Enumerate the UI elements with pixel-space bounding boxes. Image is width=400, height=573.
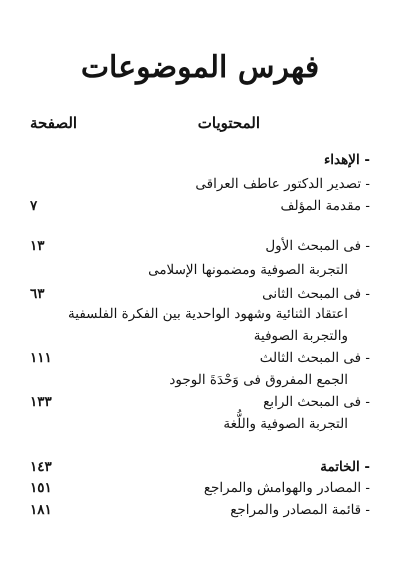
toc-entry-page-number: ١١١: [30, 350, 52, 366]
toc-entry-title: - الخاتمة: [320, 459, 370, 475]
toc-entry-title: - فى المبحث الأول: [265, 238, 370, 254]
toc-entry: [30, 391, 370, 413]
toc-entry-title: - فى المبحث الرابع: [263, 394, 370, 410]
page-title: فهرس الموضوعات: [80, 50, 320, 85]
toc-entry: [30, 195, 370, 217]
toc-entry-page-number: ١٣٣: [30, 394, 52, 410]
toc-entry-page-number: ١٣: [30, 238, 45, 254]
toc-entry-title: والتجربة الصوفية: [253, 328, 348, 344]
toc-entry-page-number: ١٤٣: [30, 459, 52, 475]
toc-entry-title: - تصدير الدكتور عاطف العراقى: [195, 176, 370, 192]
page-column-header: الصفحة: [30, 114, 78, 132]
toc-entry: [30, 259, 370, 281]
toc-entry: [30, 325, 370, 347]
toc-entry-title: التجربة الصوفية واللُّغة: [223, 416, 348, 432]
toc-entry-title: - الإهداء: [323, 152, 370, 168]
toc-entry: [30, 369, 370, 391]
toc-entry: [30, 303, 370, 325]
toc-entry-page-number: ٦٣: [30, 286, 45, 302]
toc-entry: [30, 149, 370, 171]
toc-entry: [30, 173, 370, 195]
toc-entry-title: اعتقاد الثنائية وشهود الواحدية بين الفكرة الفلسفية: [68, 306, 348, 322]
toc-entry: [30, 283, 370, 305]
toc-entry-title: - قائمة المصادر والمراجع: [230, 502, 370, 518]
toc-entry-title: - فى المبحث الثالث: [259, 350, 370, 366]
toc-entry: [30, 499, 370, 521]
toc-entry-page-number: ١٨١: [30, 502, 52, 518]
toc-entry-title: التجربة الصوفية ومضمونها الإسلامى: [148, 262, 348, 278]
toc-entry-page-number: ٧: [30, 198, 38, 214]
toc-entry: [30, 235, 370, 257]
contents-column-header: المحتويات: [197, 114, 260, 132]
toc-entry-title: - فى المبحث الثانى: [262, 286, 370, 302]
toc-entry: [30, 413, 370, 435]
toc-entry-title: - مقدمة المؤلف: [280, 198, 370, 214]
toc-entry: [30, 456, 370, 478]
toc-entry-title: - المصادر والهوامش والمراجع: [203, 480, 370, 496]
toc-entry: [30, 477, 370, 499]
toc-entry: [30, 347, 370, 369]
toc-entry-title: الجمع المفروق فى وَحْدَةَ الوجود: [169, 372, 348, 388]
toc-entry-page-number: ١٥١: [30, 480, 52, 496]
